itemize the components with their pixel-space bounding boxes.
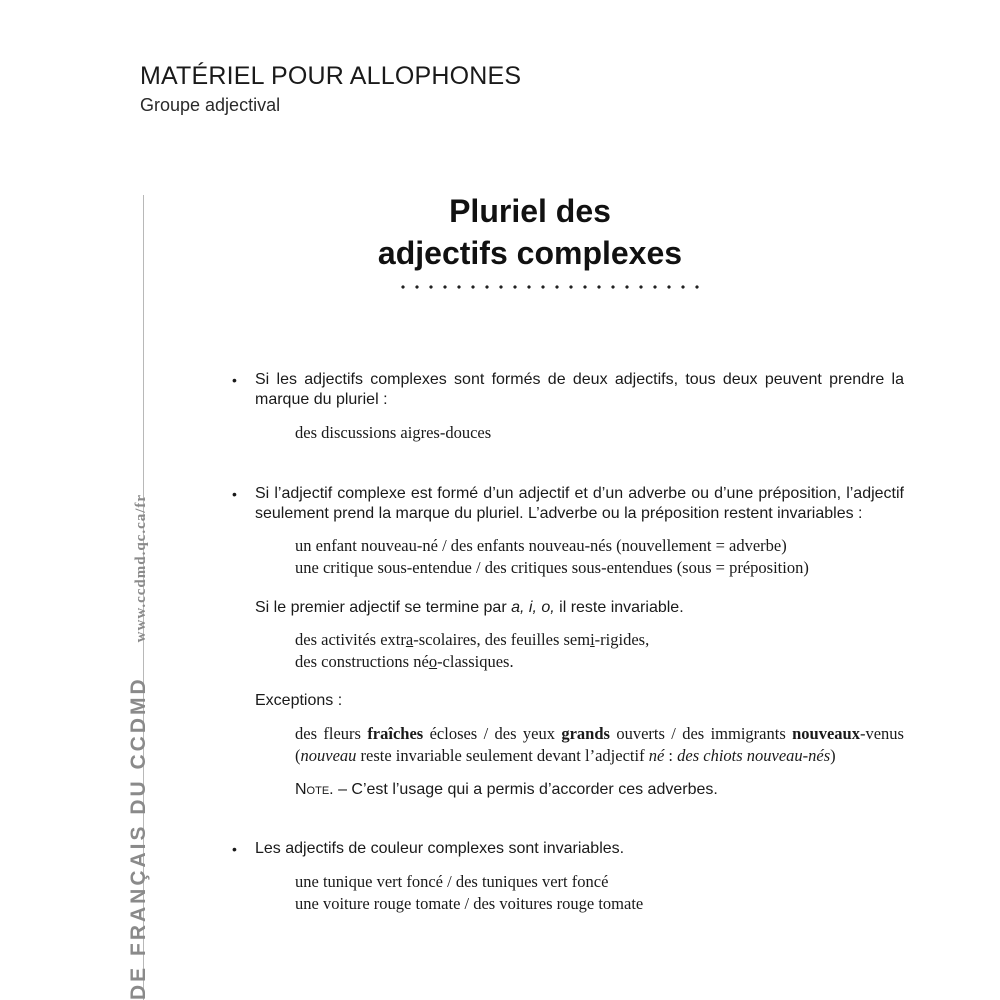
example-line: un enfant nouveau-né / des enfants nouveau-nés (nouvellement = adverbe) (295, 536, 787, 555)
note-text: – C’est l’usage qui a permis d’accorder ces adverbes. (333, 781, 718, 798)
example-line: des discussions aigres-douces (295, 423, 492, 442)
example-line: une critique sous-entendue / des critiques sous-entendues (sous = préposition) (295, 558, 809, 577)
example-text: ) (830, 746, 836, 765)
note (232, 779, 904, 801)
rule-compound-adjectives (232, 370, 904, 410)
note-label: Note. (295, 781, 334, 798)
bullet-icon: • (232, 841, 237, 857)
example-text: ouverts / des immigrants (609, 724, 793, 743)
example-text: -classiques. (437, 652, 514, 671)
example-line: une tunique vert foncé / des tuniques vert foncé (295, 872, 609, 891)
example-text: des constructions né (295, 652, 429, 671)
exceptions-label: Exceptions : (255, 692, 343, 709)
italic-word: des chiots nouveau-nés (677, 746, 831, 765)
rule-text: Si les adjectifs complexes sont formés de deux adjectifs, tous deux peuvent prendre la marque du pluriel : (255, 371, 904, 408)
example-text: des fleurs (295, 724, 368, 743)
bullet-icon: • (232, 486, 237, 502)
italic-word: né (648, 746, 665, 765)
example-text: des activités extr (295, 630, 406, 649)
rule-text: Les adjectifs de couleur complexes sont invariables. (255, 840, 625, 857)
rule-adjective-adverb (232, 484, 904, 524)
underlined-letter: i (590, 630, 595, 649)
bold-word: fraîches (367, 724, 424, 743)
sidebar-url: www.ccdmd.qc.ca/fr (133, 493, 149, 643)
vowel-rule-text: Si le premier adjectif se termine par (255, 599, 512, 616)
example-text: -rigides, (594, 630, 650, 649)
bold-word: nouveaux (792, 724, 860, 743)
example-text: : (664, 746, 678, 765)
rule-color-adjectives (232, 839, 904, 859)
header-title: MATÉRIEL POUR ALLOPHONES (140, 62, 522, 90)
vowel-rule (232, 598, 904, 618)
bold-word: grands (561, 724, 610, 743)
underlined-letter: a (405, 630, 414, 649)
example-text: écloses / des yeux (423, 724, 562, 743)
example-text: reste invariable seulement devant l’adjectif (356, 746, 649, 765)
example-line: une voiture rouge tomate / des voitures rouge tomate (295, 894, 644, 913)
title-dotted-rule (396, 284, 704, 290)
main-content (232, 370, 904, 915)
sidebar-publisher: DE FRANÇAIS DU CCDMD (127, 676, 150, 1000)
title-line-1: Pluriel des (449, 193, 611, 229)
vowel-letters: a, i, o, (511, 599, 555, 616)
rule-text: Si l’adjectif complexe est formé d’un adjectif et d’un adverbe ou d’une préposition, l’adjectif seulement prend la marque du pluriel. L’adverbe ou la préposition restent invariables : (255, 485, 904, 522)
page-title (330, 190, 730, 274)
bullet-icon: • (232, 372, 237, 388)
vowel-rule-text: il reste invariable. (554, 599, 684, 616)
vowel-examples (232, 629, 904, 673)
exceptions-example (232, 723, 904, 767)
underlined-letter: o (428, 652, 438, 671)
title-line-2: adjectifs complexes (377, 235, 683, 271)
page-header (140, 60, 521, 118)
header-subtitle: Groupe adjectival (140, 95, 281, 115)
italic-word: nouveau (300, 746, 357, 765)
example-text: -venus ( (295, 724, 904, 765)
sidebar-credit (127, 494, 151, 1000)
example-text: -scolaires, des feuilles sem (413, 630, 591, 649)
